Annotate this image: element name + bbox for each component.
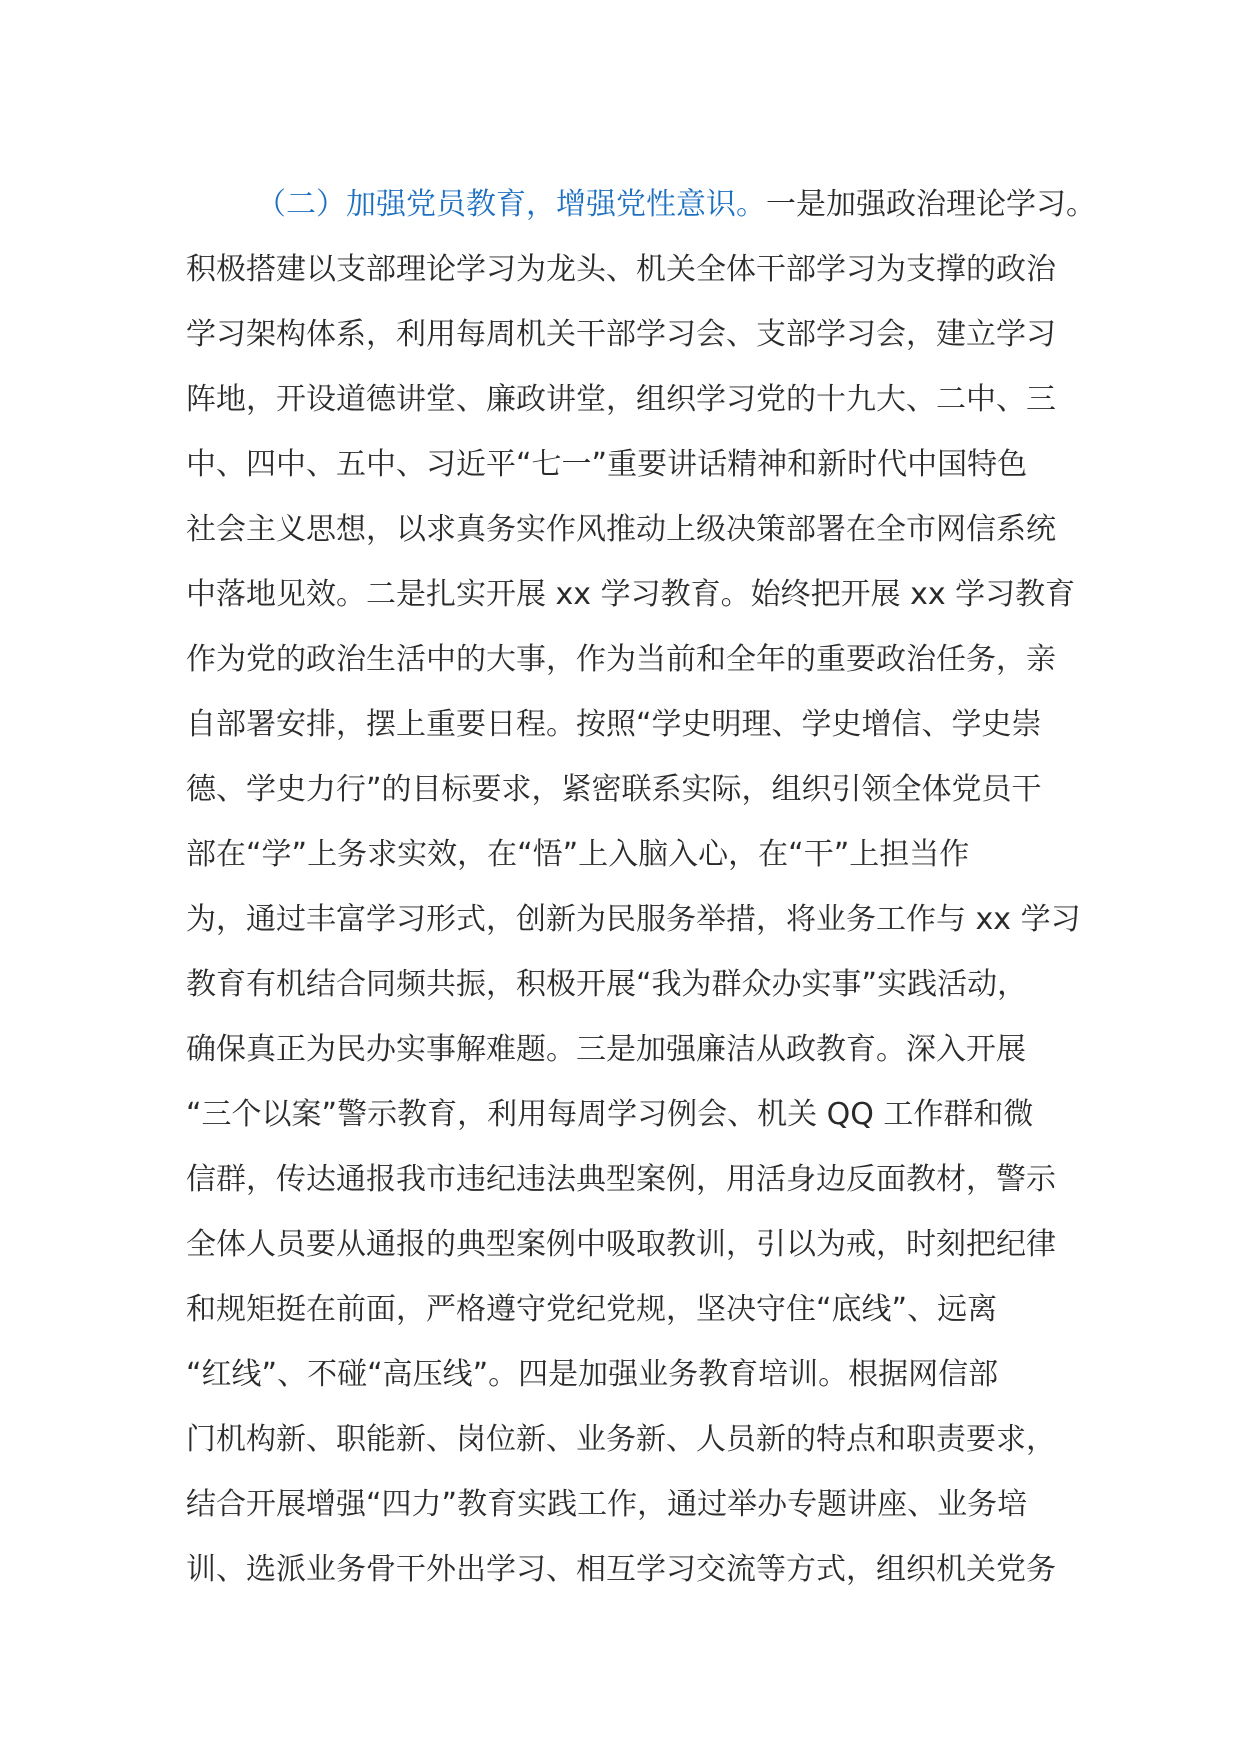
text-line: 教育有机结合同频共振，积极开展“我为群众办实事”实践活动，	[186, 967, 1028, 1002]
text-line: 德、学史力行”的目标要求，紧密联系实际，组织引领全体党员干	[186, 772, 1042, 807]
text-line: 和规矩挺在前面，严格遵守党纪党规，坚决守住“底线”、远离	[186, 1292, 998, 1327]
text-line: 自部署安排，摆上重要日程。按照“学史明理、学史增信、学史崇	[186, 707, 1042, 742]
text-line: 信群，传达通报我市违纪违法典型案例，用活身边反面教材，警示	[186, 1162, 1056, 1197]
text-line: 社会主义思想，以求真务实作风推动上级决策部署在全市网信系统	[186, 512, 1056, 547]
first-line-text: 一是加强政治理论学习。	[766, 187, 1096, 222]
text-line: 作为党的政治生活中的大事，作为当前和全年的重要政治任务，亲	[186, 642, 1056, 677]
section-heading: （二）加强党员教育，增强党性意识。	[256, 187, 766, 222]
text-line: 全体人员要从通报的典型案例中吸取教训，引以为戒，时刻把纪律	[186, 1227, 1056, 1262]
text-line: “红线”、不碰“高压线”。四是加强业务教育培训。根据网信部	[186, 1357, 999, 1392]
text-line: 为，通过丰富学习形式，创新为民服务举措，将业务工作与 xx 学习	[186, 902, 1081, 937]
text-line: 门机构新、职能新、岗位新、业务新、人员新的特点和职责要求，	[186, 1422, 1056, 1457]
text-line: 部在“学”上务求实效，在“悟”上入脑入心，在“干”上担当作	[186, 837, 970, 872]
text-line: 结合开展增强“四力”教育实践工作，通过举办专题讲座、业务培	[186, 1487, 1028, 1522]
text-line: 中、四中、五中、习近平“七一”重要讲话精神和新时代中国特色	[186, 447, 1028, 482]
text-line: 训、选派业务骨干外出学习、相互学习交流等方式，组织机关党务	[186, 1552, 1056, 1587]
text-line: 积极搭建以支部理论学习为龙头、机关全体干部学习为支撑的政治	[186, 252, 1056, 287]
text-line: “三个以案”警示教育，利用每周学习例会、机关 QQ 工作群和微	[186, 1097, 1034, 1132]
text-line: 学习架构体系，利用每周机关干部学习会、支部学习会，建立学习	[186, 317, 1056, 352]
body-paragraph	[186, 172, 1096, 1602]
paragraph-first-line	[186, 172, 1096, 237]
text-line: 阵地，开设道德讲堂、廉政讲堂，组织学习党的十九大、二中、三	[186, 382, 1056, 417]
text-line: 确保真正为民办实事解难题。三是加强廉洁从政教育。深入开展	[186, 1032, 1026, 1067]
text-line: 中落地见效。二是扎实开展 xx 学习教育。始终把开展 xx 学习教育	[186, 577, 1076, 612]
